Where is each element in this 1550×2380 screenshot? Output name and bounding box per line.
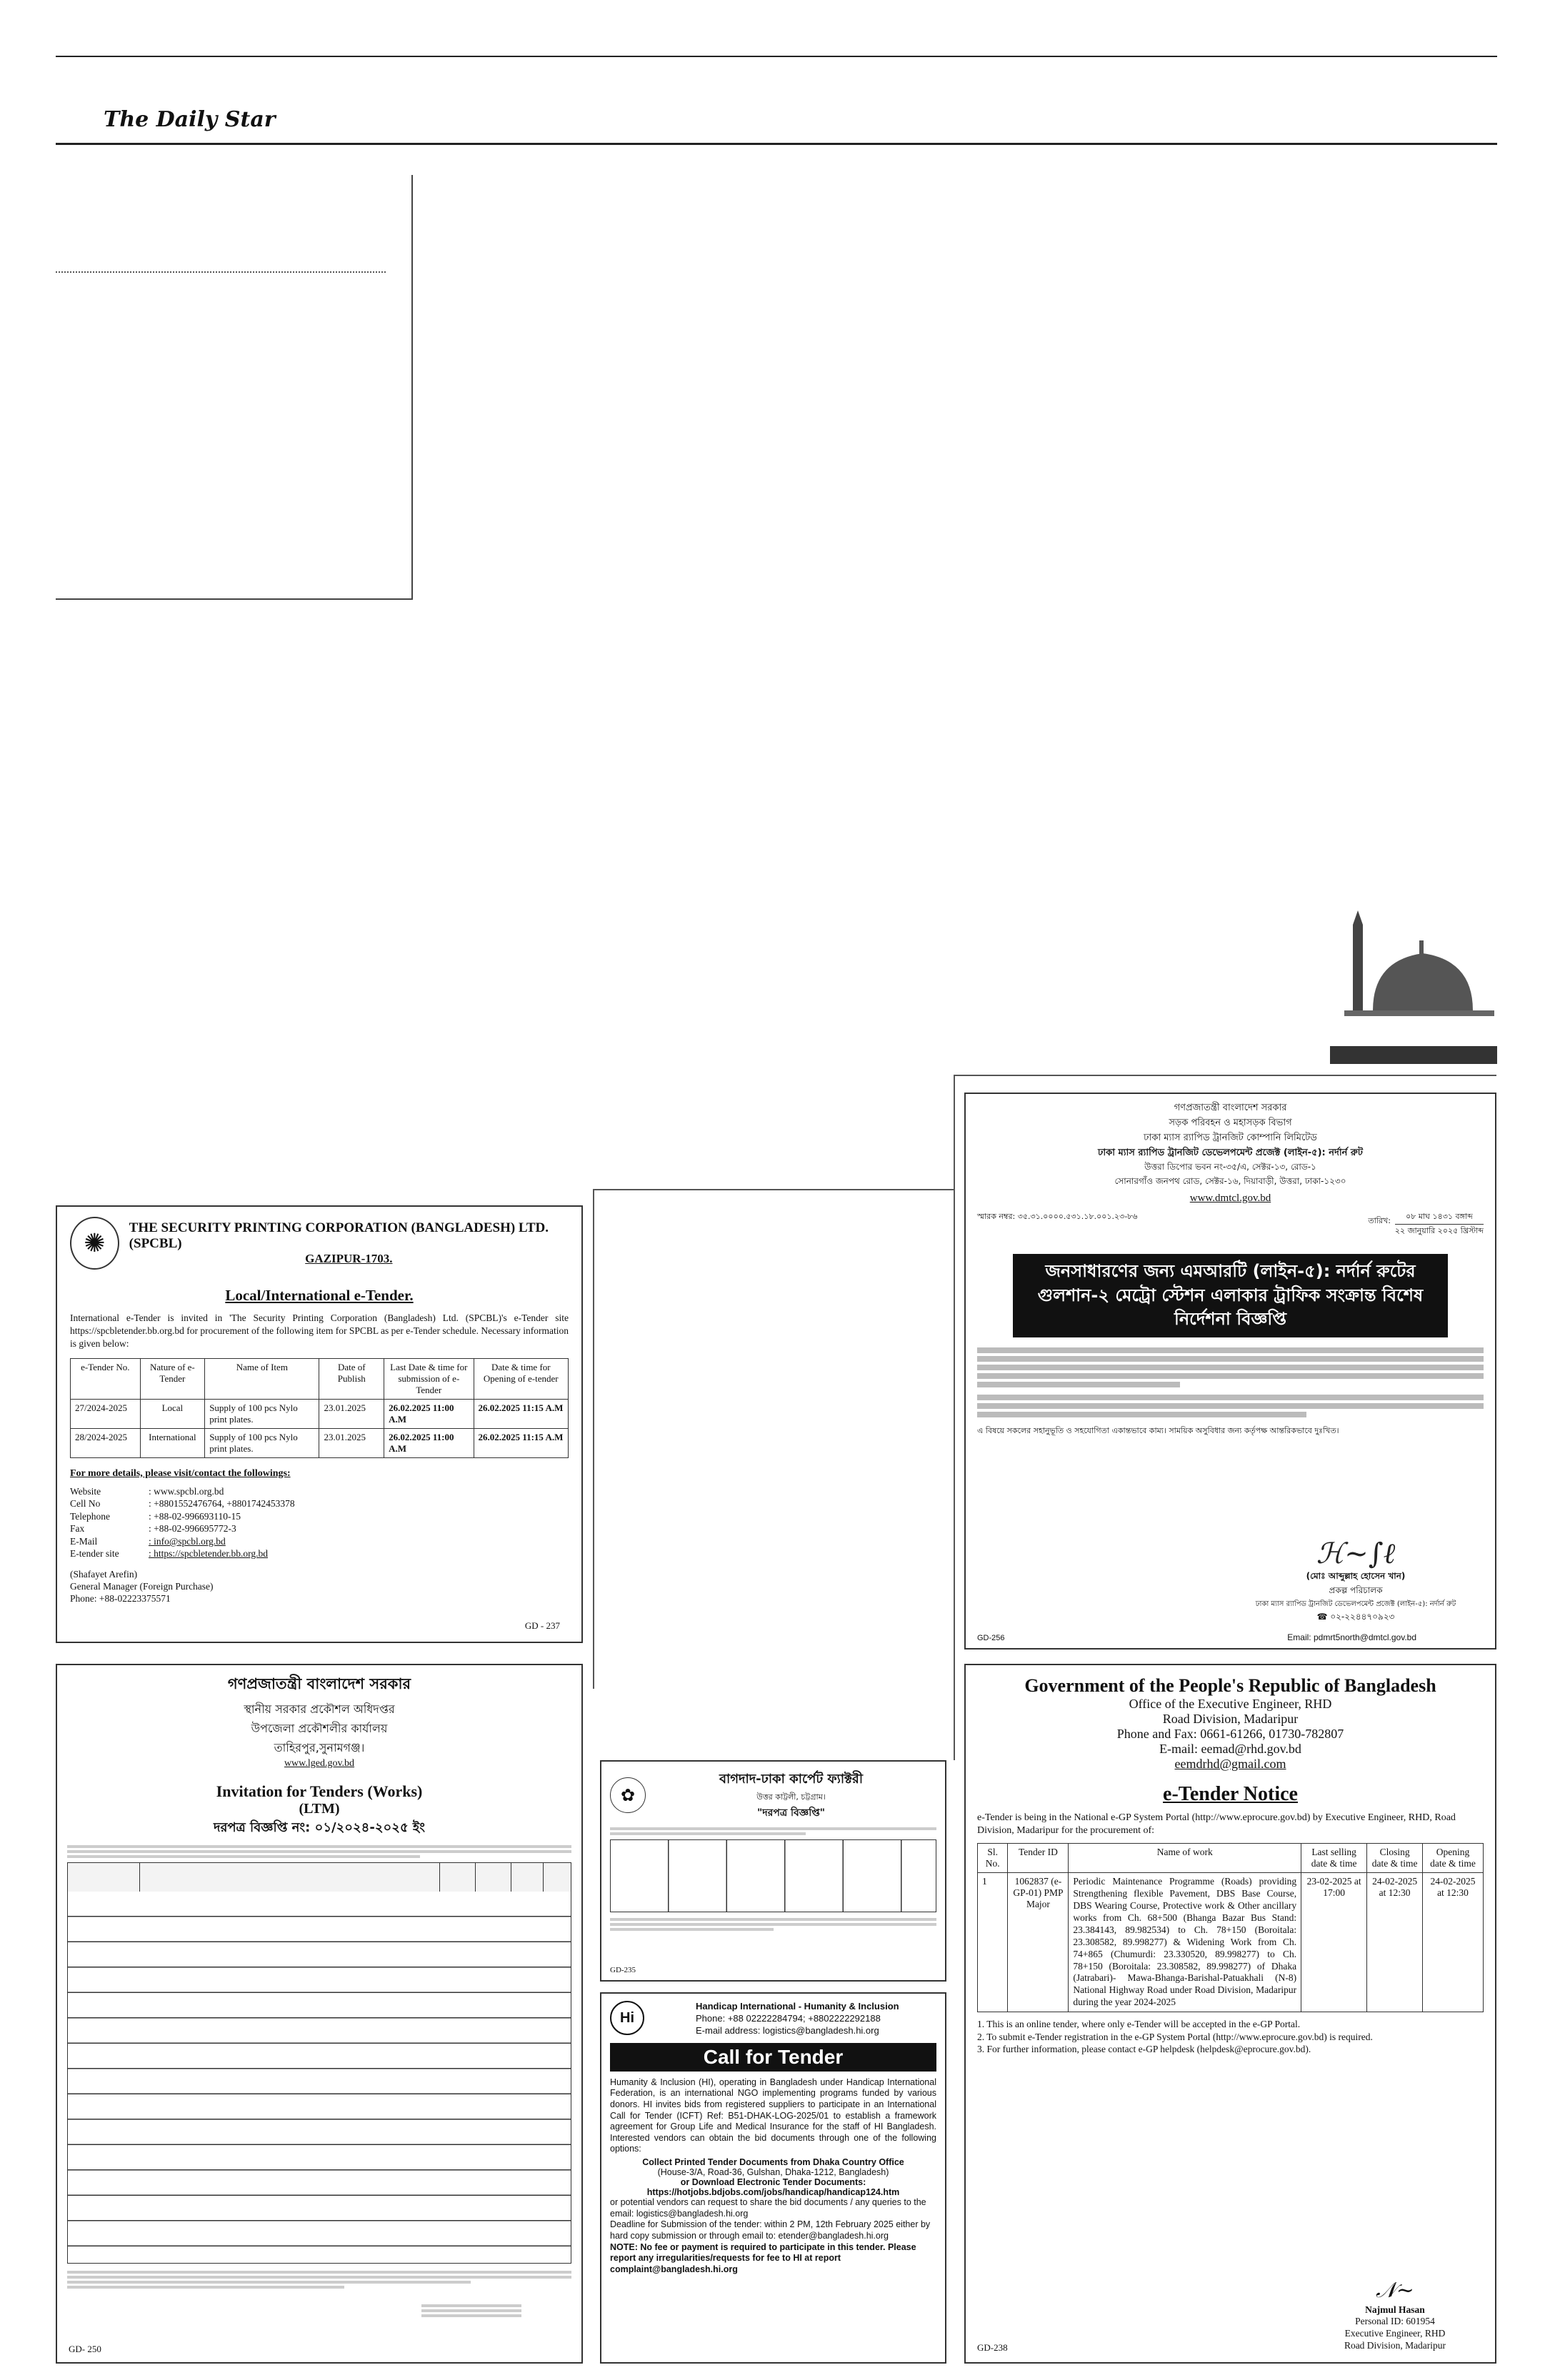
dmtcl-para2 xyxy=(977,1395,1484,1417)
contact-value: : info@spcbl.org.bd xyxy=(149,1535,226,1547)
dmtcl-company: ঢাকা ম্যাস র‍্যাপিড ট্রানজিট কোম্পানি লিমিটেড xyxy=(1144,1133,1317,1143)
lged-sub: (LTM) xyxy=(299,1801,340,1817)
dmtcl-para3: এ বিষয়ে সকলের সহানুভূতি ও সহযোগিতা একান্তভাবে কাম্য। সাময়িক অসুবিধার জন্য কর্তৃপক্ষ আন্তরিকভাবে দুঃখিত। xyxy=(977,1425,1339,1435)
dmtcl-headline: জনসাধারণের জন্য এমআরটি (লাইন-৫): নর্দার্ন রুটের গুলশান-২ মেট্রো স্টেশন এলাকার ট্রাফিক সংক্রান্ত বিশেষ নির্দেশনা বিজ্ঞপ্তি xyxy=(1013,1254,1448,1337)
contact-row xyxy=(70,1522,569,1535)
cell: 24-02-2025 at 12:30 xyxy=(1423,1873,1484,2012)
hi-link[interactable]: https://hotjobs.bdjobs.com/jobs/handicap/handicap124.htm xyxy=(646,2187,900,2198)
rhd-signature xyxy=(1316,2277,1474,2352)
hi-org: Handicap International - Humanity & Inclusion xyxy=(696,2001,899,2012)
lged-place: তাহিরপুর,সুনামগঞ্জ। xyxy=(274,1741,365,1754)
signature-mark-icon: ℋ~∫ℓ xyxy=(1316,1537,1396,1570)
spcbl-heading: Local/International e-Tender. xyxy=(225,1287,414,1304)
col-divider xyxy=(593,1189,594,1689)
contact-key: Fax xyxy=(70,1523,85,1535)
rhd-email2: eemdrhd@gmail.com xyxy=(1174,1757,1286,1771)
contact-key: Telephone xyxy=(70,1510,111,1522)
signer-phone: Phone: +88-02223375571 xyxy=(70,1592,171,1604)
carpet-notice: "দরপত্র বিজ্ঞপ্তি" xyxy=(756,1807,825,1819)
contact-value: : www.spcbl.org.bd xyxy=(149,1485,224,1497)
contact-row xyxy=(70,1510,569,1523)
table-row xyxy=(71,1399,569,1428)
top-rule xyxy=(56,56,1497,57)
cell: 26.02.2025 11:00 A.M xyxy=(384,1428,474,1457)
lged-signature xyxy=(421,2302,521,2319)
cell: 27/2024-2025 xyxy=(71,1399,141,1428)
lged-table-header xyxy=(68,1863,571,1892)
cell: Supply of 100 pcs Nylo print plates. xyxy=(205,1399,319,1428)
cell: 26.02.2025 11:15 A.M xyxy=(474,1399,568,1428)
dmtcl-para1 xyxy=(977,1347,1484,1387)
rhd-signer: Najmul Hasan xyxy=(1365,2304,1425,2315)
dmtcl-web: www.dmtcl.gov.bd xyxy=(1189,1192,1271,1204)
contact-value: : +88-02-996693110-15 xyxy=(149,1510,241,1522)
gd-code: GD - 237 xyxy=(524,1620,560,1631)
rhd-division2: Road Division, Madaripur xyxy=(1344,2340,1446,2351)
hi-ad xyxy=(600,1992,946,2364)
cell: 23-02-2025 at 17:00 xyxy=(1301,1873,1367,2012)
rhd-th: Closing date & time xyxy=(1367,1844,1423,1873)
spcbl-th: e-Tender No. xyxy=(71,1358,141,1399)
hi-deadline: Deadline for Submission of the tender: within 2 PM, 12th February 2025 either by hard copy submission or through email to: etender@bangladesh.hi.org xyxy=(610,2219,931,2241)
rhd-office: Office of the Executive Engineer, RHD xyxy=(1129,1697,1332,1711)
rhd-heading: e-Tender Notice xyxy=(1163,1783,1298,1805)
dmtcl-signature xyxy=(1238,1537,1474,1625)
note-item: 2. To submit e-Tender registration in the e-GP System Portal (http://www.eprocure.gov.bd) is required. xyxy=(977,2031,1373,2042)
contact-row xyxy=(70,1497,569,1510)
spcbl-location: GAZIPUR-1703. xyxy=(305,1252,393,1265)
rhd-intro: e-Tender is being in the National e-GP System Portal (http://www.eprocure.gov.bd) by Executive Engineer, RHD, Road Division, Madaripur for the procurement of: xyxy=(977,1812,1456,1837)
hi-logo-icon: Hi xyxy=(610,2001,644,2035)
cell: 1062837 (e-GP-01) PMP Major xyxy=(1008,1873,1069,2012)
rhd-division: Road Division, Madaripur xyxy=(1162,1712,1299,1726)
spcbl-th: Last Date & time for submission of e-Tender xyxy=(384,1358,474,1399)
rhd-table xyxy=(977,1843,1484,2012)
contact-row xyxy=(70,1485,569,1498)
lged-dept: স্থানীয় সরকার প্রকৌশল অধিদপ্তর xyxy=(244,1702,395,1716)
lged-body-text xyxy=(67,1845,571,1858)
header-rule xyxy=(56,143,1497,145)
cell: International xyxy=(140,1428,205,1457)
gd-code: GD-235 xyxy=(610,1966,636,1974)
gd-code: GD-256 xyxy=(977,1634,1005,1642)
masthead-logo: The Daily Star xyxy=(104,107,276,132)
carpet-ad xyxy=(600,1760,946,1982)
signature-mark-icon: 𝒩~ xyxy=(1376,2278,1414,2303)
dmtcl-phone: ☎ ০২-২২৪৪৭০৯২৩ xyxy=(1316,1612,1395,1622)
mosque-icon xyxy=(1330,910,1494,1064)
hi-phone: Phone: +88 02222284794; +8802222292188 xyxy=(696,2012,881,2024)
spcbl-more: For more details, please visit/contact the followings: xyxy=(70,1467,291,1479)
rhd-th: Opening date & time xyxy=(1423,1844,1484,1873)
signer-name: (Shafayet Arefin) xyxy=(70,1568,138,1580)
carpet-table xyxy=(610,1839,936,1912)
rhd-notes xyxy=(977,2018,1484,2056)
contact-key: Website xyxy=(70,1485,101,1497)
carpet-place: উত্তর কাট্টলী, চট্টগ্রাম। xyxy=(756,1792,826,1802)
lged-footnotes xyxy=(67,2271,571,2289)
blank-ad-box xyxy=(56,175,413,600)
hi-body1: Humanity & Inclusion (HI), operating in Bangladesh under Handicap International Federation, is an international NGO implementing programs funded by various donors. HI invites bids from registered suppliers to participate in an International Call for Tender (ICFT) Ref: B51-DHAK-LOG-2025/01 to establish a framework agreement for Group Life and Medical Insurance for the staff of HI Bangladesh. Interested vendors can obtain the bid documents through one of the following options: xyxy=(610,2077,936,2154)
hi-collect: Collect Printed Tender Documents from Dhaka Country Office xyxy=(642,2157,904,2168)
dmtcl-email: Email: pdmrt5north@dmtcl.gov.bd xyxy=(1287,1632,1416,1642)
col-divider xyxy=(593,1189,954,1190)
hi-download: or Download Electronic Tender Documents: xyxy=(680,2177,866,2188)
contact-key: E-tender site xyxy=(70,1548,119,1560)
dmtcl-ad xyxy=(964,1093,1496,1650)
rhd-th: Name of work xyxy=(1069,1844,1301,1873)
contact-row xyxy=(70,1547,569,1560)
dmtcl-ref: স্মারক নম্বর: ৩৫.৩১.০০০০.৫৩১.১৮.০০১.২৩-৮৬ xyxy=(977,1212,1138,1221)
cell: 28/2024-2025 xyxy=(71,1428,141,1457)
rhd-ad xyxy=(964,1664,1496,2364)
lged-title: Invitation for Tenders (Works) xyxy=(216,1782,423,1800)
dmtcl-date-label: তারিখ: xyxy=(1368,1216,1391,1225)
spcbl-th: Date & time for Opening of e-tender xyxy=(474,1358,568,1399)
table-row xyxy=(71,1428,569,1457)
dmtcl-signer-project: ঢাকা ম্যাস র‍্যাপিড ট্রানজিট ডেভেলপমেন্ট প্রজেক্ট (লাইন-৫): নর্দার্ন রুট xyxy=(1255,1600,1456,1608)
dark-band xyxy=(1330,1046,1497,1064)
cell: 24-02-2025 at 12:30 xyxy=(1367,1873,1423,2012)
rhd-title: Executive Engineer, RHD xyxy=(1344,2328,1446,2339)
dmtcl-project: ঢাকা ম্যাস র‍্যাপিড ট্রানজিট ডেভেলপমেন্ট প্রজেক্ট (লাইন-৫): নর্দার্ন রুট xyxy=(1098,1148,1363,1158)
carpet-body xyxy=(610,1827,936,1835)
spcbl-ad xyxy=(56,1205,583,1643)
spcbl-signature xyxy=(70,1569,569,1605)
rhd-phone: Phone and Fax: 0661-61266, 01730-782807 xyxy=(1116,1727,1344,1741)
cell: Supply of 100 pcs Nylo print plates. xyxy=(205,1428,319,1457)
cell: 23.01.2025 xyxy=(319,1428,384,1457)
lged-office: উপজেলা প্রকৌশলীর কার্যালয় xyxy=(251,1722,388,1735)
spcbl-org: THE SECURITY PRINTING CORPORATION (BANGLADESH) LTD. (SPCBL) xyxy=(129,1220,549,1251)
lged-web: www.lged.gov.bd xyxy=(284,1758,355,1769)
signer-title: General Manager (Foreign Purchase) xyxy=(70,1580,214,1592)
rhd-th: Tender ID xyxy=(1008,1844,1069,1873)
table-row xyxy=(978,1873,1484,2012)
hi-email: E-mail address: logistics@bangladesh.hi.org xyxy=(696,2024,879,2036)
dmtcl-signer: (মোঃ আব্দুল্লাহ হোসেন খান) xyxy=(1306,1571,1406,1581)
cell: 26.02.2025 11:15 A.M xyxy=(474,1428,568,1457)
hi-banner: Call for Tender xyxy=(610,2043,936,2072)
note-item: 1. This is an online tender, where only e-Tender will be accepted in the e-GP Portal. xyxy=(977,2019,1301,2029)
lged-table xyxy=(67,1862,571,2264)
spcbl-th: Date of Publish xyxy=(319,1358,384,1399)
spcbl-contacts xyxy=(70,1485,569,1560)
contact-value: : +8801552476764, +8801742453378 xyxy=(149,1498,295,1510)
spcbl-intro: International e-Tender is invited in 'The Security Printing Corporation (Bangladesh) Ltd. (SPCBL)'s e-Tender site https://spcbletender.bb.org.bd for procurement of the following item for SPCBL as per e-Tender schedule. Necessary information is given below: xyxy=(70,1312,569,1350)
rhd-th: Last selling date & time xyxy=(1301,1844,1367,1873)
rhd-pid: Personal ID: 601954 xyxy=(1355,2316,1435,2327)
gd-code: GD-238 xyxy=(977,2342,1008,2353)
dmtcl-gov: গণপ্রজাতন্ত্রী বাংলাদেশ সরকার xyxy=(1174,1103,1287,1113)
dmtcl-div: সড়ক পরিবহন ও মহাসড়ক বিভাগ xyxy=(1169,1118,1292,1128)
cell: Local xyxy=(140,1399,205,1428)
spcbl-th: Name of Item xyxy=(205,1358,319,1399)
dmtcl-addr2: সোনারগাঁও জনপথ রোড, সেক্টর-১৬, দিয়াবাড়ী, উত্তরা, ঢাকা-১২৩০ xyxy=(1114,1176,1346,1186)
carpet-footnote xyxy=(610,1918,936,1931)
carpet-logo-icon: ✿ xyxy=(610,1777,646,1813)
rhd-email1: E-mail: eemad@rhd.gov.bd xyxy=(1159,1742,1301,1756)
contact-value: : +88-02-996695772-3 xyxy=(149,1523,236,1535)
cell: 1 xyxy=(978,1873,1008,2012)
dmtcl-addr1: উত্তরা ডিপোর ভবন নং-৩৫/এ, সেক্টর-১৩, রোড-১ xyxy=(1144,1162,1316,1172)
spcbl-table xyxy=(70,1358,569,1458)
contact-value: : https://spcbletender.bb.org.bd xyxy=(149,1548,268,1560)
dmtcl-signer-title: প্রকল্প পরিচালক xyxy=(1329,1585,1383,1595)
dmtcl-date1: ০৮ মাঘ ১৪৩১ বঙ্গাব্দ xyxy=(1395,1210,1484,1225)
spcbl-emblem-icon: ✺ xyxy=(70,1217,119,1270)
hi-note: NOTE: No fee or payment is required to participate in this tender. Please report any irregularities/requests for fee to HI at report complaint@bangladesh.hi.org xyxy=(610,2241,916,2274)
rhd-gov: Government of the People's Republic of Bangladesh xyxy=(1024,1675,1436,1696)
rhd-th: Sl. No. xyxy=(978,1844,1008,1873)
hi-address: (House-3/A, Road-36, Gulshan, Dhaka-1212, Bangladesh) xyxy=(657,2167,889,2178)
lged-ad xyxy=(56,1664,583,2364)
gd-code: GD- 250 xyxy=(69,2344,101,2354)
hi-body2: or potential vendors can request to share the bid documents / any queries to the email: logistics@bangladesh.hi.org xyxy=(610,2197,926,2219)
cell: Periodic Maintenance Programme (Roads) providing Strengthening flexible Pavement, DBS Base Course, DBS Wearing Course, Protective work & Other ancillary works from Ch. 68+500 (Bhanga Bazar Bus Stand: 23.384143, 89.982534) to Ch. 78+150 (Boroitala: 23.308582, 89.998277) & Widening Work from Ch. 74+865 (Chumurdi: 23.330520, 89.998277) to Ch. 78+150 (Boroitala: 23.308582, 89.998277) of Dhaka (Jatrabari)- Mawa-Bhanga-Barishal-Patuakhali (N-8) National Highway Road under Road Division, Madaripur during the year 2024-2025 xyxy=(1069,1873,1301,2012)
carpet-name: বাগদাদ-ঢাকা কার্পেট ফ্যাক্টরী xyxy=(719,1772,863,1787)
lged-notice: দরপত্র বিজ্ঞপ্তি নং: ০১/২০২৪-২০২৫ ইং xyxy=(213,1820,425,1835)
contact-row xyxy=(70,1535,569,1548)
col-divider xyxy=(954,1075,955,1760)
note-item: 3. For further information, please contact e-GP helpdesk (helpdesk@eprocure.gov.bd). xyxy=(977,2044,1311,2055)
spcbl-th: Nature of e-Tender xyxy=(140,1358,205,1399)
dotted-divider xyxy=(56,271,386,273)
col-divider xyxy=(954,1075,1496,1076)
lged-gov: গণপ্রজাতন্ত্রী বাংলাদেশ সরকার xyxy=(227,1675,411,1692)
contact-key: Cell No xyxy=(70,1498,101,1510)
cell: 23.01.2025 xyxy=(319,1399,384,1428)
hi-logo xyxy=(610,2001,696,2035)
dmtcl-date2: ২২ জানুয়ারি ২০২৫ খ্রিস্টাব্দ xyxy=(1394,1226,1484,1235)
cell: 26.02.2025 11:00 A.M xyxy=(384,1399,474,1428)
contact-key: E-Mail xyxy=(70,1535,98,1547)
